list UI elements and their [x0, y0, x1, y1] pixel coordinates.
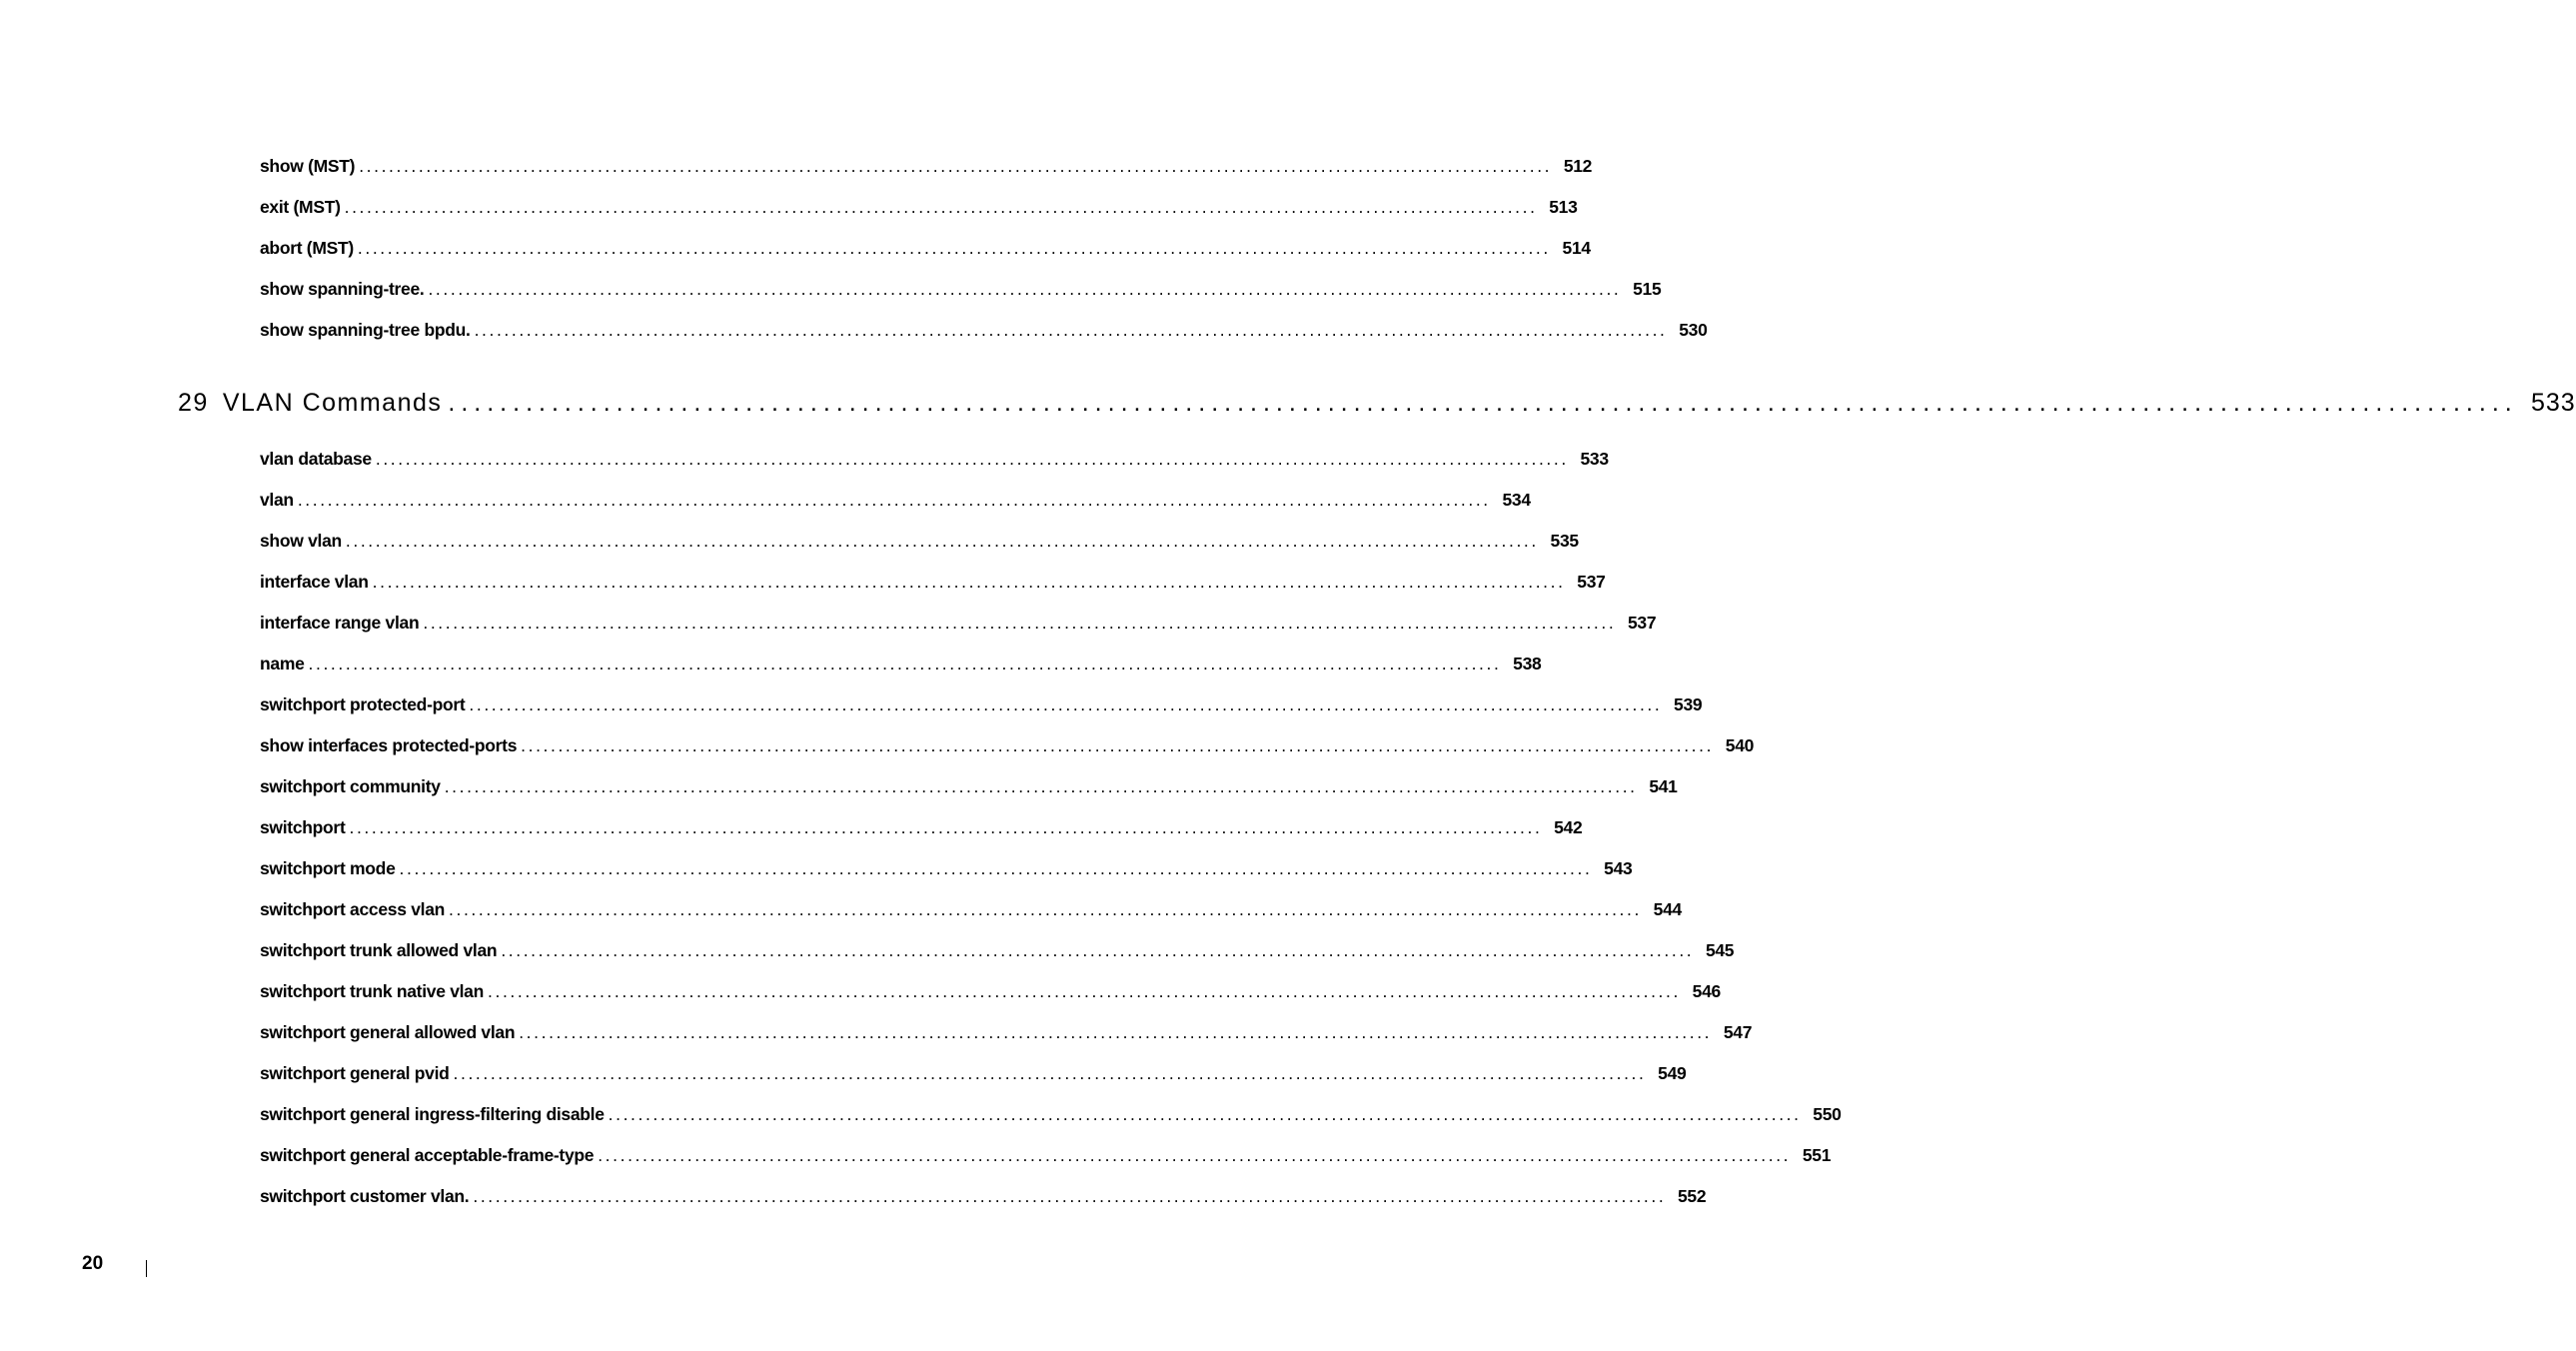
toc-entry[interactable]	[260, 1053, 1687, 1094]
toc-entry-title: show spanning-tree.	[260, 279, 425, 299]
dot-leader: ................................................................................................................................................................	[598, 1145, 1792, 1165]
toc-entry-page: 551	[1802, 1145, 1832, 1165]
toc-entry-page: 552	[1677, 1186, 1707, 1206]
toc-entry[interactable]	[260, 930, 1735, 971]
toc-entry-title: show interfaces protected-ports	[260, 735, 518, 755]
toc-entry-page: 512	[1563, 156, 1593, 176]
page-number: 20	[82, 1253, 104, 1274]
toc-entry-page: 545	[1705, 940, 1735, 960]
toc-entry-page: 537	[1627, 613, 1657, 633]
toc-entry-title: exit (MST)	[260, 197, 341, 217]
toc-entry-title: switchport general allowed vlan	[260, 1022, 516, 1042]
toc-entry-page: 513	[1549, 197, 1578, 217]
chapter-number: 29	[178, 389, 209, 417]
chapter-heading[interactable]	[178, 389, 2576, 433]
toc-entry-page: 534	[1502, 490, 1531, 510]
toc-entry-title: switchport community	[260, 776, 441, 796]
toc-entry-title: interface vlan	[260, 572, 369, 592]
toc-entry-page: 540	[1725, 735, 1755, 755]
toc-entry[interactable]	[260, 480, 1531, 521]
toc-entry[interactable]	[260, 187, 1578, 228]
dot-leader: ................................................................................................................................................................	[521, 735, 1715, 755]
dot-leader: ................................................................................................................................................................	[474, 320, 1668, 340]
toc-entry-page: 546	[1692, 981, 1721, 1001]
toc-list-vlan-commands	[260, 439, 1842, 1217]
toc-entry-title: switchport general pvid	[260, 1063, 450, 1083]
chapter-page: 533	[2531, 389, 2576, 417]
toc-entry[interactable]	[260, 228, 1591, 269]
dot-leader: ................................................................................................................................................................	[308, 654, 1502, 674]
toc-entry-page: 514	[1562, 238, 1591, 258]
toc-entry[interactable]	[260, 766, 1678, 807]
toc-entry[interactable]	[260, 521, 1579, 562]
toc-entry-page: 530	[1679, 320, 1708, 340]
toc-entry[interactable]	[260, 725, 1755, 766]
dot-leader: ................................................................................................................................................................	[473, 1186, 1667, 1206]
toc-entry-title: switchport access vlan	[260, 899, 446, 919]
dot-leader: ................................................................................................................................................................	[488, 981, 1681, 1001]
chapter-title: VLAN Commands	[222, 389, 443, 417]
toc-entry[interactable]	[260, 971, 1721, 1012]
toc-entry[interactable]	[260, 310, 1708, 351]
toc-entry-page: 537	[1577, 572, 1606, 592]
dot-leader: ................................................................................................................................................................	[519, 1022, 1713, 1042]
toc-entry-title: switchport general ingress-filtering disable	[260, 1104, 605, 1124]
toc-entry-title: abort (MST)	[260, 238, 354, 258]
toc-entry-title: switchport trunk allowed vlan	[260, 940, 498, 960]
dot-leader: ................................................................................................................................................................	[372, 572, 1566, 592]
toc-entry[interactable]	[260, 848, 1633, 889]
dot-leader: ................................................................................................................................................................	[359, 156, 1553, 176]
toc-entry[interactable]	[260, 684, 1703, 725]
toc-entry-title: show (MST)	[260, 156, 356, 176]
toc-entry-title: vlan database	[260, 449, 372, 469]
toc-entry-page: 547	[1723, 1022, 1753, 1042]
toc-entry[interactable]	[260, 807, 1583, 848]
toc-entry[interactable]	[260, 889, 1682, 930]
toc-entry[interactable]	[260, 644, 1542, 684]
toc-entry-title: switchport protected-port	[260, 694, 466, 714]
toc-entry-title: switchport mode	[260, 858, 396, 878]
dot-leader: ................................................................................................................................................................	[501, 940, 1695, 960]
toc-entry[interactable]	[260, 439, 1609, 480]
toc-entry[interactable]	[260, 562, 1606, 603]
toc-entry[interactable]	[260, 269, 1662, 310]
dot-leader: ................................................................................................................................................................	[349, 817, 1543, 837]
dot-leader: ................................................................................................................................................................	[344, 197, 1538, 217]
dot-leader: ................................................................................................................................................................	[345, 531, 1539, 551]
toc-entry[interactable]	[260, 1012, 1753, 1053]
dot-leader: ................................................................................................................................................................	[428, 279, 1622, 299]
toc-entry-page: 539	[1674, 694, 1703, 714]
toc-entry-title: show spanning-tree bpdu.	[260, 320, 471, 340]
dot-leader: ................................................................................................................................................................	[608, 1104, 1802, 1124]
toc-list-spanning-tree	[260, 146, 1708, 351]
toc-entry-title: switchport	[260, 817, 346, 837]
toc-entry-page: 535	[1550, 531, 1579, 551]
toc-entry-page: 550	[1813, 1104, 1842, 1124]
toc-entry-page: 549	[1658, 1063, 1687, 1083]
toc-entry-page: 544	[1653, 899, 1682, 919]
toc-entry[interactable]	[260, 146, 1593, 187]
toc-entry-page: 533	[1580, 449, 1609, 469]
toc-entry-page: 538	[1513, 654, 1542, 674]
toc-entry-title: show vlan	[260, 531, 342, 551]
dot-leader: ................................................................................................................................................................	[469, 694, 1663, 714]
dot-leader: ................................................................................................................................................................	[357, 238, 1551, 258]
dot-leader: ................................................................................................................................................................	[399, 858, 1593, 878]
toc-entry-title: switchport general acceptable-frame-type	[260, 1145, 595, 1165]
toc-entry-page: 541	[1649, 776, 1678, 796]
toc-entry[interactable]	[260, 1176, 1707, 1217]
toc-entry-title: vlan	[260, 490, 294, 510]
dot-leader: ................................................................................................................................................................	[453, 1063, 1647, 1083]
toc-entry[interactable]	[260, 603, 1657, 644]
toc-entry[interactable]	[260, 1094, 1842, 1135]
toc-entry-title: switchport customer vlan.	[260, 1186, 470, 1206]
dot-leader: ................................................................................................................................................................	[375, 449, 1569, 469]
dot-leader: ................................................................................................................................................................	[449, 899, 1642, 919]
toc-entry-title: name	[260, 654, 305, 674]
dot-leader: ................................................................................................................................................................	[297, 490, 1491, 510]
dot-leader: ................................................................................................................................................................	[423, 613, 1617, 633]
toc-entry-page: 542	[1554, 817, 1583, 837]
toc-entry-title: switchport trunk native vlan	[260, 981, 485, 1001]
toc-entry-page: 515	[1633, 279, 1662, 299]
dot-leader: ................................................................................................................................................................	[448, 389, 2518, 417]
toc-entry-title: interface range vlan	[260, 613, 420, 633]
footer-divider	[146, 1260, 147, 1277]
toc-entry-page: 543	[1604, 858, 1633, 878]
toc-entry[interactable]	[260, 1135, 1832, 1176]
dot-leader: ................................................................................................................................................................	[444, 776, 1638, 796]
